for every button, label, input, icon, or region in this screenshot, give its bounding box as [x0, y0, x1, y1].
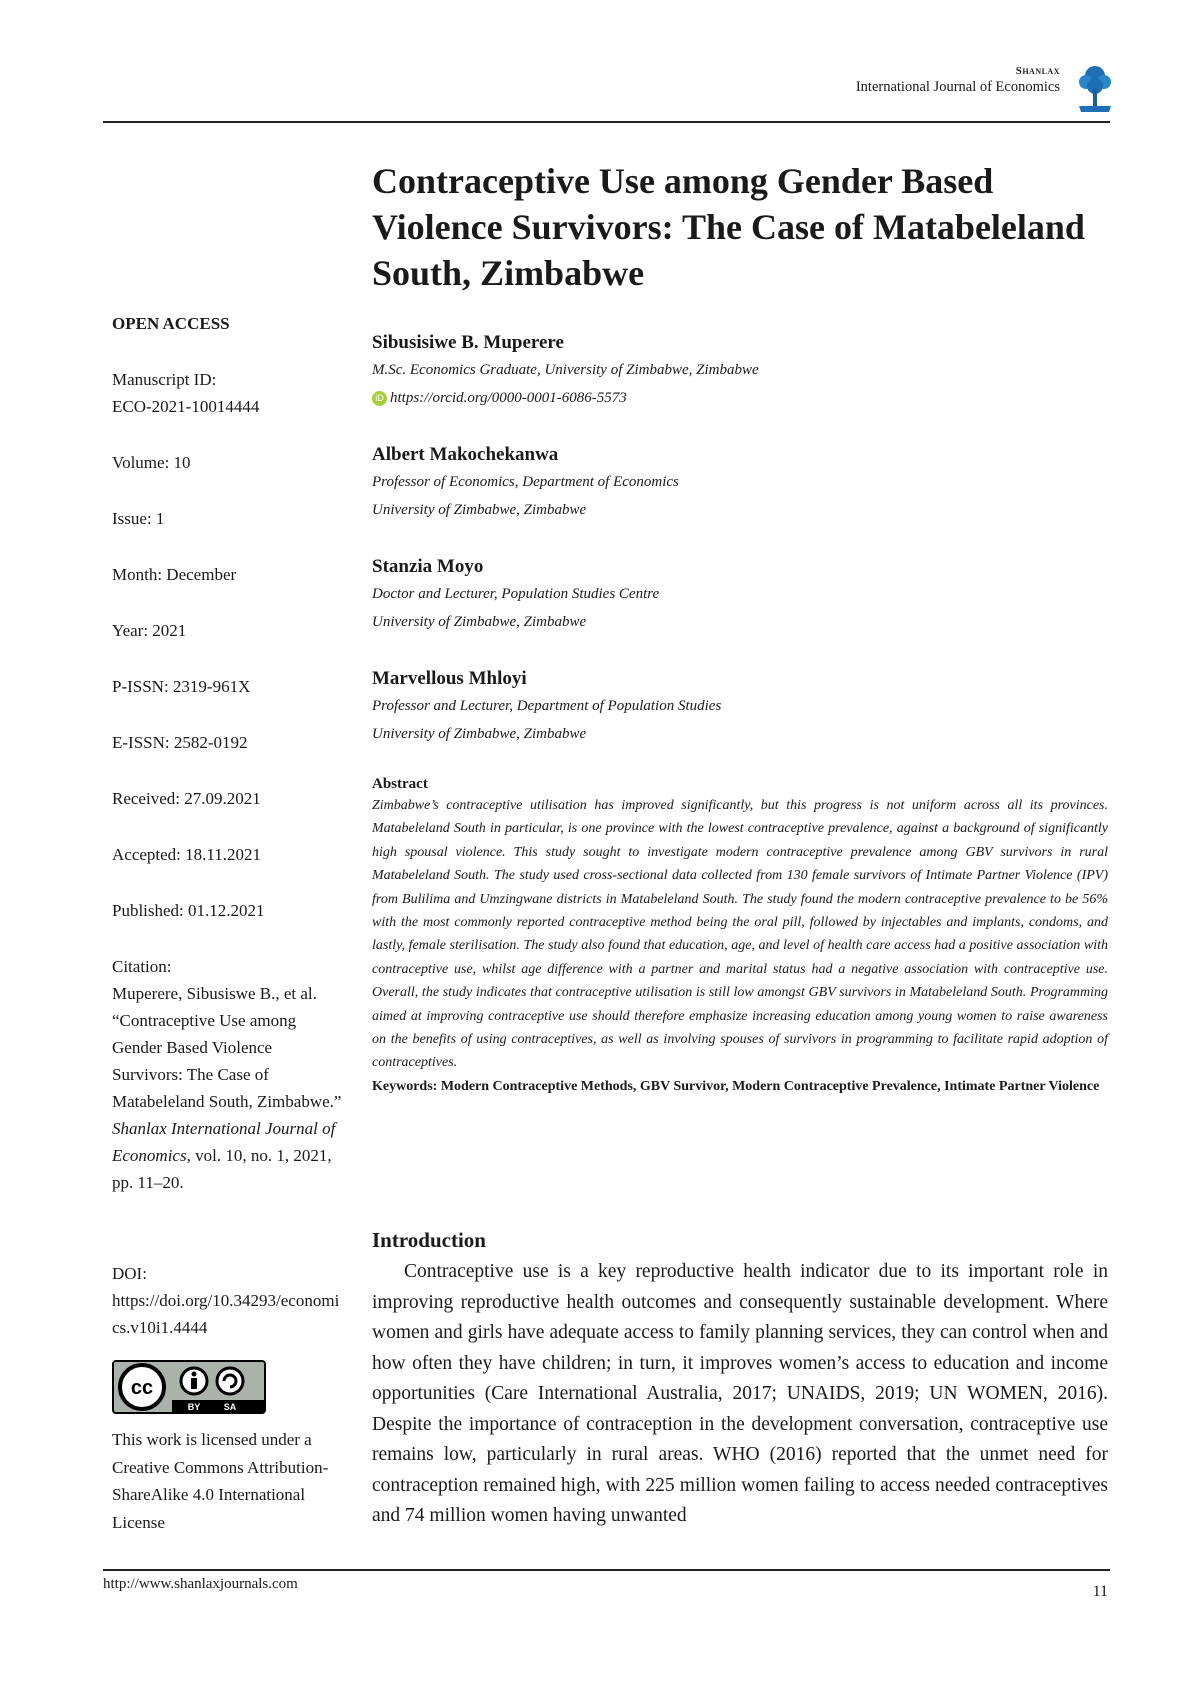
author-affiliation: Professor of Economics, Department of Economics	[372, 474, 679, 490]
author-affiliation: M.Sc. Economics Graduate, University of Zimbabwe, Zimbabwe	[372, 362, 759, 378]
citation-tail: , vol. 10, no. 1, 2021, pp. 11–20.	[112, 1146, 332, 1192]
author-affiliation: Professor and Lecturer, Department of Population Studies	[372, 698, 722, 714]
accepted-date: Accepted: 18.11.2021	[112, 845, 262, 864]
author-affiliation: Doctor and Lecturer, Population Studies Centre	[372, 586, 660, 602]
footer-rule	[103, 1569, 1110, 1571]
author-2	[372, 442, 1112, 524]
author-name: Albert Makochekanwa	[372, 444, 559, 465]
author-3	[372, 554, 1112, 636]
abstract-text: Zimbabwe’s contraceptive utilisation has improved significantly, but this progress is not uniform across all its provinces. Matabeleland South in particular, is one province with the lowest contraceptive prevalence, against a background of significantly high spousal violence. This study sought to investigate modern contraceptive prevalence among GBV survivors in rural Matabeleland South. The study used cross-sectional data collected from 130 female survivors of Intimate Partner Violence (IPV) from Bulilima and Umzingwane districts in Matabeleland South. The study found the modern contraceptive prevalence to be 56% with the most commonly reported contraceptive method being the oral pill, followed by injectables and implants, condoms, and lastly, female sterilisation. The study also found that education, age, and level of health care access had a positive association with contraceptive use, whilst age difference with a partner and marital status had a negative association with contraceptive use. Overall, the study indicates that contraceptive utilisation is still low amongst GBV survivors in Matabeleland South. Programming aimed at improving contraceptive use should therefore emphasize increasing education among young women to raise awareness on the benefits of using contraceptives, as well as involving spouses of survivors in programming to facilitate rapid adoption of contraceptives.	[372, 798, 1108, 1071]
cc-by-sa-license-icon[interactable]	[112, 1360, 266, 1414]
author-name: Sibusisiwe B. Muperere	[372, 332, 564, 353]
journal-brand	[856, 64, 1060, 96]
license-text: This work is licensed under a Creative Commons Attribution-ShareAlike 4.0 International License	[112, 1430, 329, 1532]
citation-journal: Shanlax International Journal of Economics	[112, 1119, 336, 1165]
citation-label: Citation:	[112, 957, 172, 976]
issue-info: Issue: 1	[112, 509, 165, 528]
header-rule	[103, 121, 1110, 123]
year-info: Year: 2021	[112, 621, 187, 640]
orcid-link[interactable]: https://orcid.org/0000-0001-6086-5573	[390, 390, 627, 406]
eissn-info: E-ISSN: 2582-0192	[112, 733, 248, 752]
citation-text: Muperere, Sibusiswe B., et al. “Contraceptive Use among Gender Based Violence Survivors: The Case of Matabeleland South, Zimbabwe.”	[112, 984, 342, 1111]
author-name: Stanzia Moyo	[372, 556, 484, 577]
manuscript-label: Manuscript ID:	[112, 370, 217, 389]
abstract-heading: Abstract	[372, 776, 428, 792]
month-info: Month: December	[112, 565, 237, 584]
doi-block	[112, 1260, 342, 1341]
doi-label: DOI:	[112, 1264, 147, 1283]
introduction-heading: Introduction	[372, 1228, 486, 1252]
author-affiliation: University of Zimbabwe, Zimbabwe	[372, 502, 587, 518]
manuscript-id	[112, 366, 357, 420]
shanlax-logo-icon	[1075, 62, 1115, 118]
footer-url[interactable]: http://www.shanlaxjournals.com	[103, 1576, 298, 1592]
paper-title: Contraceptive Use among Gender Based Violence Survivors: The Case of Matabeleland South, Zimbabwe	[372, 161, 1085, 293]
orcid-line	[372, 384, 1112, 412]
journal-name: International Journal of Economics	[855, 79, 1060, 95]
citation-block	[112, 953, 342, 1196]
author-affiliation: University of Zimbabwe, Zimbabwe	[372, 726, 587, 742]
keywords: Keywords: Modern Contraceptive Methods, GBV Survivor, Modern Contraceptive Prevalence, Intimate Partner Violence	[372, 1078, 1100, 1094]
doi-link[interactable]: https://doi.org/10.34293/economics.v10i1.4444	[112, 1291, 340, 1337]
pissn-info: P-ISSN: 2319-961X	[112, 677, 251, 696]
author-1	[372, 330, 1112, 412]
introduction-text: Contraceptive use is a key reproductive health indicator due to its important role in improving reproductive health outcomes and consequently sustainable development. Where women and girls have adequate access to family planning services, they can control when and how often they have children; in turn, it improves women’s access to education and income opportunities (Care International Australia, 2017; UNAIDS, 2019; UN WOMEN, 2016). Despite the importance of contraception in the development conversation, contraceptive use remains low, particularly in rural areas. WHO (2016) reported that the unmet need for contraception remained high, with 225 million women failing to access needed contraceptives and 74 million women having unwanted	[372, 1261, 1108, 1526]
author-name: Marvellous Mhloyi	[372, 668, 527, 689]
brand-name: Shanlax	[1015, 65, 1060, 77]
cc-by-text: BY	[187, 1402, 201, 1412]
page-number: 11	[1092, 1583, 1108, 1600]
author-4	[372, 666, 1112, 748]
manuscript-value: ECO-2021-10014444	[112, 397, 260, 416]
published-date: Published: 01.12.2021	[112, 901, 265, 920]
abstract-section	[372, 774, 1108, 1098]
svg-text:cc: cc	[130, 1377, 154, 1399]
cc-sa-text: SA	[223, 1402, 237, 1412]
author-affiliation: University of Zimbabwe, Zimbabwe	[372, 614, 587, 630]
open-access-label: OPEN ACCESS	[112, 314, 230, 333]
received-date: Received: 27.09.2021	[112, 789, 261, 808]
volume-info: Volume: 10	[112, 453, 191, 472]
orcid-icon: iD	[372, 391, 387, 406]
